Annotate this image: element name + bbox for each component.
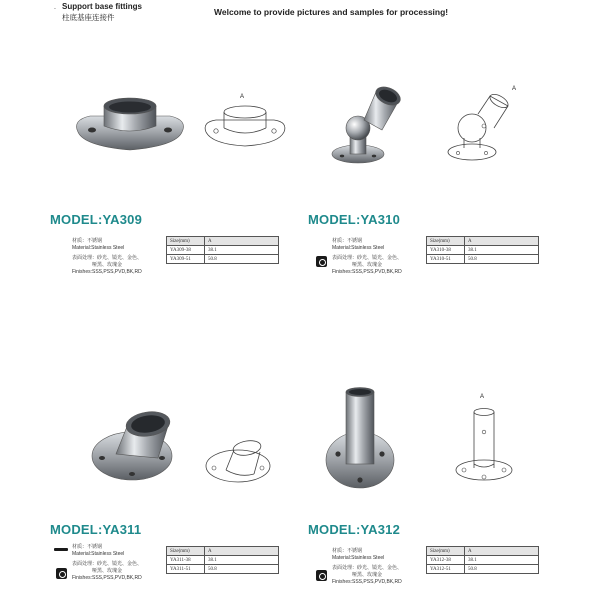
table-header-row <box>427 237 539 246</box>
finish-process-icon <box>56 568 67 579</box>
material-en: Material:Stainless Steel <box>332 555 385 561</box>
table-row <box>427 255 539 264</box>
divider-mark <box>54 548 68 551</box>
size-header: Size(mm) <box>427 237 465 246</box>
a-cell: 38.1 <box>205 556 279 565</box>
model-ya312-title: MODEL:YA312 <box>308 522 401 537</box>
ya309-size-table <box>166 236 279 264</box>
size-cell: YA312-38 <box>427 556 465 565</box>
model-ya309-title: MODEL:YA309 <box>50 212 143 227</box>
finish-en: Finishes:SSS,PSS,PVD,BK,RD <box>72 575 142 581</box>
catalog-title: Support base fittings <box>62 2 142 11</box>
ya309-dimension-label: A <box>240 94 245 100</box>
finish-cn-2: 哑黑、玫瑰金 <box>92 262 123 268</box>
a-cell: 50.8 <box>205 255 279 264</box>
header-bullet: . <box>54 4 56 11</box>
ya311-product-photo <box>86 400 186 490</box>
size-cell: YA311-38 <box>167 556 205 565</box>
table-row <box>167 556 279 565</box>
ya310-size-table <box>426 236 539 264</box>
finish-cn-2: 哑黑、玫瑰金 <box>352 572 383 578</box>
ya312-product-photo <box>322 384 402 494</box>
ya311-material-info <box>72 544 142 582</box>
table-header-row <box>167 547 279 556</box>
model-ya310-title: MODEL:YA310 <box>308 212 401 227</box>
finish-cn-1: 表面处理：砂光、镜光、金色、 <box>332 565 403 571</box>
finish-cn-1: 表面处理：砂光、镜光、金色、 <box>72 255 143 261</box>
size-header: Size(mm) <box>167 547 205 556</box>
a-cell: 50.8 <box>465 255 539 264</box>
material-en: Material:Stainless Steel <box>72 551 125 557</box>
a-header: A <box>205 547 279 556</box>
size-cell: YA310-51 <box>427 255 465 264</box>
material-en: Material:Stainless Steel <box>72 245 125 251</box>
finish-cn-1: 表面处理：砂光、镜光、金色、 <box>72 561 143 567</box>
size-cell: YA309-51 <box>167 255 205 264</box>
size-header: Size(mm) <box>427 547 465 556</box>
ya312-material-info <box>332 548 402 586</box>
finish-cn-2: 哑黑、玫瑰金 <box>92 568 123 574</box>
finish-process-icon <box>316 256 327 267</box>
ya312-size-table <box>426 546 539 574</box>
finish-cn-2: 哑黑、玫瑰金 <box>352 262 383 268</box>
ya310-dimension-label: A <box>512 86 517 92</box>
a-header: A <box>465 237 539 246</box>
size-cell: YA310-38 <box>427 246 465 255</box>
catalog-subtitle-cn: 柱底基座连接件 <box>62 13 115 22</box>
finish-en: Finishes:SSS,PSS,PVD,BK,RD <box>332 269 402 275</box>
a-cell: 38.1 <box>465 556 539 565</box>
ya310-material-info <box>332 238 402 276</box>
table-row <box>427 246 539 255</box>
ya310-line-drawing <box>440 86 520 166</box>
finish-en: Finishes:SSS,PSS,PVD,BK,RD <box>72 269 142 275</box>
a-header: A <box>205 237 279 246</box>
ya309-line-drawing <box>200 98 290 158</box>
table-header-row <box>167 237 279 246</box>
material-cn: 材质：不锈钢 <box>332 548 363 554</box>
a-cell: 38.1 <box>465 246 539 255</box>
model-ya311-title: MODEL:YA311 <box>50 522 142 537</box>
table-row <box>427 565 539 574</box>
table-row <box>167 246 279 255</box>
table-row <box>167 255 279 264</box>
size-cell: YA312-51 <box>427 565 465 574</box>
ya312-dimension-label: A <box>480 394 485 400</box>
material-cn: 材质：不锈钢 <box>72 238 103 244</box>
ya311-size-table <box>166 546 279 574</box>
a-header: A <box>465 547 539 556</box>
ya309-material-info <box>72 238 142 276</box>
material-cn: 材质：不锈钢 <box>332 238 363 244</box>
table-header-row <box>427 547 539 556</box>
table-row <box>167 565 279 574</box>
material-cn: 材质：不锈钢 <box>72 544 103 550</box>
a-cell: 50.8 <box>205 565 279 574</box>
finish-cn-1: 表面处理：砂光、镜光、金色、 <box>332 255 403 261</box>
a-cell: 50.8 <box>465 565 539 574</box>
ya310-product-photo <box>318 72 410 168</box>
size-cell: YA311-51 <box>167 565 205 574</box>
finish-process-icon <box>316 570 327 581</box>
table-row <box>427 556 539 565</box>
ya309-product-photo <box>70 92 190 162</box>
size-cell: YA309-38 <box>167 246 205 255</box>
ya311-line-drawing <box>200 430 280 490</box>
a-cell: 38.1 <box>205 246 279 255</box>
material-en: Material:Stainless Steel <box>332 245 385 251</box>
ya312-line-drawing <box>452 402 522 492</box>
size-header: Size(mm) <box>167 237 205 246</box>
welcome-banner: Welcome to provide pictures and samples for processing! <box>214 7 449 17</box>
finish-en: Finishes:SSS,PSS,PVD,BK,RD <box>332 579 402 585</box>
